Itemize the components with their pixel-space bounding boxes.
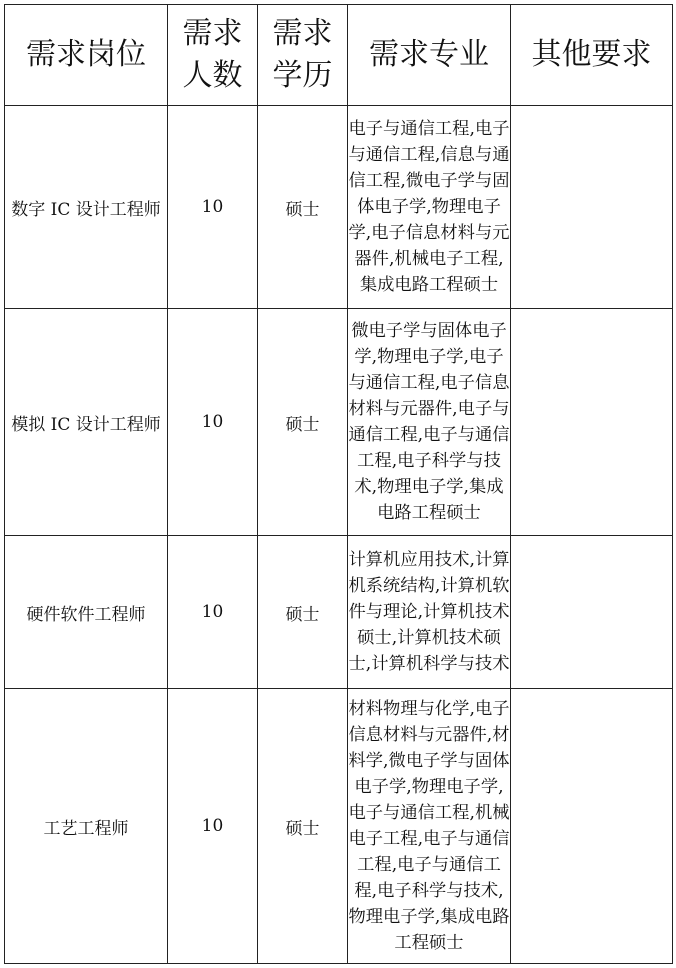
cell-count: 10: [168, 309, 258, 536]
header-count-line2: 人数: [182, 58, 243, 93]
cell-other: [511, 536, 673, 689]
cell-count: 10: [168, 106, 258, 309]
header-count: [168, 5, 258, 106]
header-degree: [258, 5, 348, 106]
cell-major: 电子与通信工程,电子与通信工程,信息与通信工程,微电子学与固体电子学,物理电子学,电子信息材料与元器件,机械电子工程,集成电路工程硕士: [348, 106, 511, 309]
table-row: [5, 536, 673, 689]
table-row: [5, 309, 673, 536]
header-other: 其他要求: [511, 5, 673, 106]
cell-other: [511, 309, 673, 536]
header-major: 需求专业: [348, 5, 511, 106]
cell-position: 数字 IC 设计工程师: [5, 106, 168, 309]
table-row: [5, 106, 673, 309]
cell-degree: 硕士: [258, 536, 348, 689]
cell-position: 工艺工程师: [5, 689, 168, 964]
table-row: [5, 689, 673, 964]
cell-major: 微电子学与固体电子学,物理电子学,电子与通信工程,电子信息材料与元器件,电子与通信工程,电子与通信工程,电子科学与技术,物理电子学,集成电路工程硕士: [348, 309, 511, 536]
cell-position: 模拟 IC 设计工程师: [5, 309, 168, 536]
header-count-line1: 需求: [182, 16, 243, 51]
cell-count: 10: [168, 689, 258, 964]
cell-degree: 硕士: [258, 106, 348, 309]
cell-other: [511, 689, 673, 964]
header-row: [5, 5, 673, 106]
cell-degree: 硕士: [258, 689, 348, 964]
cell-degree: 硕士: [258, 309, 348, 536]
header-position: 需求岗位: [5, 5, 168, 106]
header-degree-line1: 需求: [272, 16, 333, 51]
header-degree-line2: 学历: [272, 58, 333, 93]
cell-major: 材料物理与化学,电子信息材料与元器件,材料学,微电子学与固体电子学,物理电子学,电子与通信工程,机械电子工程,电子与通信工程,电子与通信工程,电子科学与技术,物理电子学,集成电路工程硕士: [348, 689, 511, 964]
cell-count: 10: [168, 536, 258, 689]
cell-major: 计算机应用技术,计算机系统结构,计算机软件与理论,计算机技术硕士,计算机技术硕士,计算机科学与技术: [348, 536, 511, 689]
cell-other: [511, 106, 673, 309]
cell-position: 硬件软件工程师: [5, 536, 168, 689]
job-requirements-table: [4, 4, 673, 964]
